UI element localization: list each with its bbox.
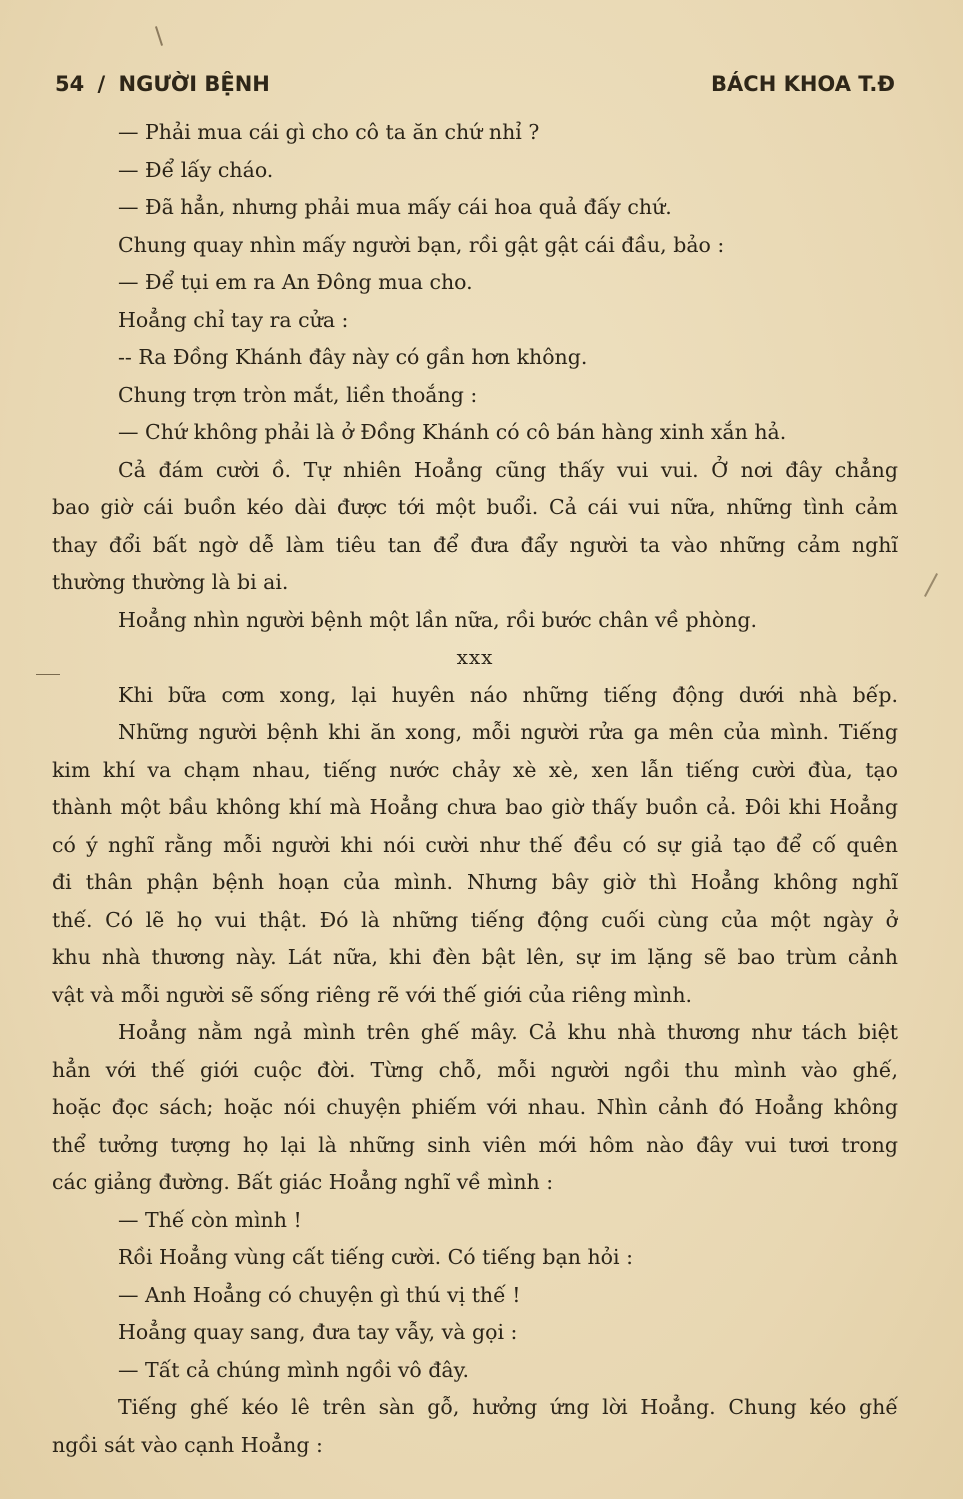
text-line: Chung quay nhìn mấy người bạn, rồi gật gật cái đầu, bảo : bbox=[118, 232, 725, 257]
paragraph-line: hoặc đọc sách; hoặc nói chuyện phiếm với nhau. Nhìn cảnh đó Hoẳng không bbox=[52, 1095, 898, 1119]
paragraph-line: thế. Có lẽ họ vui thật. Đó là những tiếng động cuối cùng của một ngày ở bbox=[52, 907, 898, 932]
paragraph-line: thể tưởng tượng họ lại là những sinh viên mới hôm nào đây vui tươi trong bbox=[52, 1132, 898, 1157]
dialogue-line: — Anh Hoẳng có chuyện gì thú vị thế ! bbox=[118, 1282, 521, 1307]
dialogue-line: — Thế còn mình ! bbox=[118, 1207, 302, 1232]
paragraph-line: bao giờ cái buồn kéo dài được tới một buổi. Cả cái vui nữa, những tình cảm bbox=[52, 495, 898, 519]
paragraph-line: có ý nghĩ rằng mỗi người khi nói cười như thế đều có sự giả tạo để cố quên bbox=[52, 832, 898, 857]
journal-title: BÁCH KHOA T.Đ bbox=[711, 72, 895, 96]
paragraph-line: thành một bầu không khí mà Hoẳng chưa bao giờ thấy buồn cả. Đôi khi Hoẳng bbox=[52, 795, 898, 819]
header-separator: / bbox=[97, 72, 106, 96]
paragraph-line: kim khí va chạm nhau, tiếng nước chảy xè xè, xen lẫn tiếng cười đùa, tạo bbox=[52, 757, 898, 782]
page-body bbox=[52, 114, 898, 1464]
text-line: Hoẳng chỉ tay ra cửa : bbox=[118, 307, 349, 332]
dialogue-line: — Để lấy cháo. bbox=[118, 157, 274, 182]
paragraph-line: Cả đám cười ồ. Tự nhiên Hoẳng cũng thấy vui vui. Ở nơi đây chẳng bbox=[118, 457, 898, 482]
section-separator: xxx bbox=[456, 645, 494, 669]
margin-mark bbox=[155, 26, 163, 46]
dialogue-line: — Để tụi em ra An Đông mua cho. bbox=[118, 270, 473, 294]
paragraph-line: ngồi sát vào cạnh Hoẳng : bbox=[52, 1432, 323, 1457]
paragraph-line: hẳn với thế giới cuộc đời. Từng chỗ, mỗi người ngồi thu mình vào ghế, bbox=[52, 1057, 898, 1082]
text-line: Hoẳng quay sang, đưa tay vẫy, và gọi : bbox=[118, 1320, 518, 1344]
paragraph-line: Khi bữa cơm xong, lại huyên náo những tiếng động dưới nhà bếp. bbox=[118, 682, 898, 707]
paragraph-line: Tiếng ghế kéo lê trên sàn gỗ, hưởng ứng lời Hoẳng. Chung kéo ghế bbox=[118, 1395, 898, 1419]
paragraph-line: thay đổi bất ngờ dễ làm tiêu tan để đưa đẩy người ta vào những cảm nghĩ bbox=[52, 532, 898, 557]
header-left bbox=[55, 72, 276, 96]
paragraph-line: vật và mỗi người sẽ sống riêng rẽ với thế giới của riêng mình. bbox=[52, 982, 693, 1007]
paragraph-line: đi thân phận bệnh hoạn của mình. Nhưng bây giờ thì Hoẳng không nghĩ bbox=[52, 870, 898, 894]
text-line: Chung trợn tròn mắt, liền thoắng : bbox=[118, 382, 478, 407]
paragraph-line: các giảng đường. Bất giác Hoẳng nghĩ về mình : bbox=[52, 1170, 554, 1194]
paragraph-line: Hoẳng nằm ngả mình trên ghế mây. Cả khu nhà thương như tách biệt bbox=[118, 1020, 898, 1044]
dialogue-line: -- Ra Đồng Khánh đây này có gần hơn không. bbox=[118, 345, 588, 369]
dialogue-line: — Tất cả chúng mình ngồi vô đây. bbox=[118, 1357, 469, 1382]
text-line: Rồi Hoẳng vùng cất tiếng cười. Có tiếng bạn hỏi : bbox=[118, 1245, 634, 1269]
page-number: 54 bbox=[55, 72, 85, 96]
dialogue-line: — Đã hẳn, nhưng phải mua mấy cái hoa quả đấy chứ. bbox=[118, 195, 672, 219]
paragraph-line: khu nhà thương này. Lát nữa, khi đèn bật lên, sự im lặng sẽ bao trùm cảnh bbox=[52, 945, 898, 969]
paragraph-line: Hoẳng nhìn người bệnh một lần nữa, rồi bước chân về phòng. bbox=[118, 607, 758, 632]
margin-mark bbox=[924, 573, 938, 597]
paragraph-line: Những người bệnh khi ăn xong, mỗi người rửa ga mên của mình. Tiếng bbox=[118, 720, 898, 744]
page-header bbox=[55, 66, 895, 102]
dialogue-line: — Chứ không phải là ở Đồng Khánh có cô bán hàng xinh xắn hả. bbox=[118, 420, 787, 444]
dialogue-line: — Phải mua cái gì cho cô ta ăn chứ nhỉ ? bbox=[118, 120, 540, 144]
section-title: NGƯỜI BỆNH bbox=[118, 72, 270, 96]
paragraph-line: thường thường là bi ai. bbox=[52, 570, 289, 594]
